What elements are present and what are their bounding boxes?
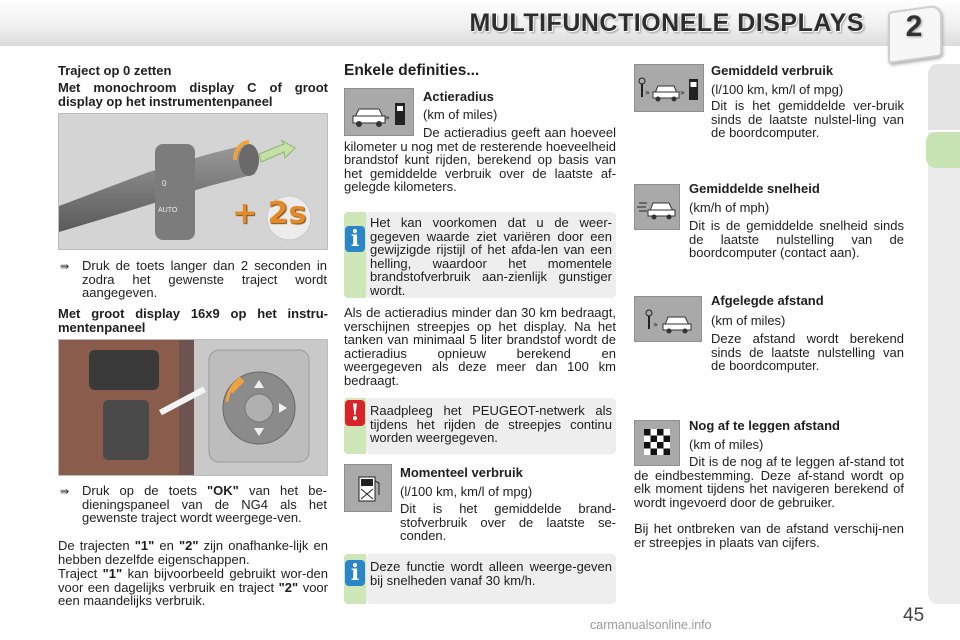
current-consumption-unit: (l/100 km, km/l of mpg) (400, 484, 533, 499)
range-dashes-paragraph: Als de actieradius minder dan 30 km bedraagt, verschijnen streepjes op het display. Na het tanken van minimaal 5 liter brandstof wordt de actieradius opnieuw berekend en weergegeven als deze meer dan 100 km bedraagt. (344, 305, 616, 388)
average-speed-unit: (km/h of mph) (689, 200, 770, 215)
side-index-tab (928, 64, 960, 132)
svg-text:0: 0 (162, 179, 167, 188)
pin-car-fuel-pump-icon (635, 65, 703, 111)
current-consumption-icon (344, 464, 392, 512)
reset-heading: Traject op 0 zetten (58, 63, 172, 78)
instruction-text: van het be-dieningspaneel van de NG4 als het gewenste traject wordt weergege-ven. (82, 483, 328, 525)
text-run: De trajecten (58, 538, 135, 553)
svg-text:»: » (653, 320, 658, 329)
fuel-pump-icon (345, 465, 391, 511)
info-note-tab (344, 212, 366, 298)
svg-text:»: » (385, 113, 390, 122)
range-unit: (km of miles) (423, 107, 498, 122)
svg-text:AUTO: AUTO (158, 207, 178, 214)
average-speed-description: Dit is de gemiddelde snelheid sinds de laatste nulstelling van de boordcomputer (contact aan). (689, 218, 904, 260)
average-speed-title: Gemiddelde snelheid (689, 181, 820, 196)
current-consumption-title: Momenteel verbruik (400, 465, 523, 480)
info-icon: i (345, 560, 365, 586)
svg-text:»: » (680, 88, 685, 97)
trip-1-label: "1" (102, 566, 123, 581)
reset-subheading-16x9: Met groot display 16x9 op het instru-mentenpaneel (58, 306, 328, 335)
trips-usage-text (58, 567, 328, 608)
instruction-text: Druk op de toets (82, 483, 208, 498)
range-variation-note: Het kan voorkomen dat u de weer-gegeven waarde ziet variëren door een gewijzigde rijstijl of het afda-len van een helling, waardoor het momentele brandstofverbruik aan-zienlijk gunstiger wordt. (370, 215, 612, 298)
bullet-arrow-icon: ⇛ (60, 261, 70, 273)
text-run: voor een maandelijks verbruik. (58, 579, 328, 608)
range-title: Actieradius (423, 89, 494, 104)
trip-1-label: "1" (134, 538, 155, 553)
bullet-arrow-icon: ⇛ (60, 486, 70, 498)
warning-icon: ! (345, 400, 365, 426)
text-run: kan bijvoorbeeld gebruikt wor-den voor een dagelijks verbruik en traject (58, 566, 329, 595)
average-consumption-title: Gemiddeld verbruik (711, 63, 834, 78)
distance-travelled-unit: (km of miles) (711, 313, 786, 328)
control-panel-photo (58, 339, 328, 476)
text-run: en (154, 538, 179, 553)
current-consumption-description: Dit is het gemiddelde brand-stofverbruik over de laatste se-conden. (400, 501, 616, 543)
remaining-distance-unit: (km of miles) (689, 437, 764, 452)
info-icon: i (345, 226, 365, 252)
page-number: 45 (903, 605, 925, 626)
text-run: Traject (58, 566, 103, 581)
ok-key-label: "OK" (207, 483, 239, 498)
remaining-distance-title: Nog af te leggen afstand (689, 418, 840, 433)
trips-independent-text (58, 539, 328, 566)
text-run: zijn onafhanke-lijk en hebben dezelfde eigenschappen. (58, 538, 328, 567)
watermark: carmanualsonline.info (590, 618, 712, 632)
speed-threshold-note: Deze functie wordt alleen weerge-geven bij snelheden vanaf 30 km/h. (370, 559, 612, 588)
reset-instruction-2 (82, 484, 327, 525)
page-title: MULTIFUNCTIONELE DISPLAYS (469, 9, 864, 37)
average-consumption-unit: (l/100 km, km/l of mpg) (711, 82, 844, 97)
svg-text:»: » (645, 88, 650, 97)
hold-2s-label: + 2s (232, 196, 307, 231)
definitions-heading: Enkele definities... (344, 62, 480, 79)
side-index-tab-active (926, 132, 960, 168)
chapter-number: 2 (905, 10, 923, 43)
average-speed-icon (634, 184, 680, 230)
remaining-distance-dashes-text: Bij het ontbreken van de afstand verschij-nen er streepjes in plaats van cijfers. (634, 521, 904, 550)
distance-travelled-description: Deze afstand wordt berekend sinds de laatste nulstelling van de boordcomputer. (711, 331, 904, 373)
average-consumption-icon (634, 64, 704, 112)
range-description: De actieradius geeft aan hoeveel kilometer u nog met de resterende hoeveelheid brandstof kunt rijden, berekend op basis van het gemiddelde verbruik over de laatste af-gelegde kilometers. (344, 125, 616, 194)
ng4-control-panel-illustration (59, 340, 327, 475)
car-speed-icon (635, 185, 679, 229)
trip-2-label: "2" (278, 579, 299, 595)
reset-subheading-mono: Met monochroom display C of groot display op het instrumentenpaneel (58, 80, 328, 109)
trip-2-label: "2" (178, 538, 199, 553)
remaining-distance-description: Dit is de nog af te leggen af-stand tot de eindbestemming. Deze af-stand wordt op elk moment tijdens het navigeren berekend of wordt ingevoerd door de gebruiker. (634, 454, 904, 510)
pin-car-icon (635, 297, 701, 341)
reset-instruction-1: Druk de toets langer dan 2 seconden in zodra het gewenste traject wordt aangegeven. (82, 258, 327, 300)
dealer-warning-note: Raadpleeg het PEUGEOT-netwerk als tijdens het rijden de streepjes continu worden weergegeven. (370, 403, 612, 445)
distance-travelled-icon (634, 296, 702, 342)
distance-travelled-title: Afgelegde afstand (711, 293, 824, 308)
average-consumption-description: Dit is het gemiddelde ver-bruik sinds de laatste nulstel-ling van de boordcomputer. (711, 98, 904, 140)
